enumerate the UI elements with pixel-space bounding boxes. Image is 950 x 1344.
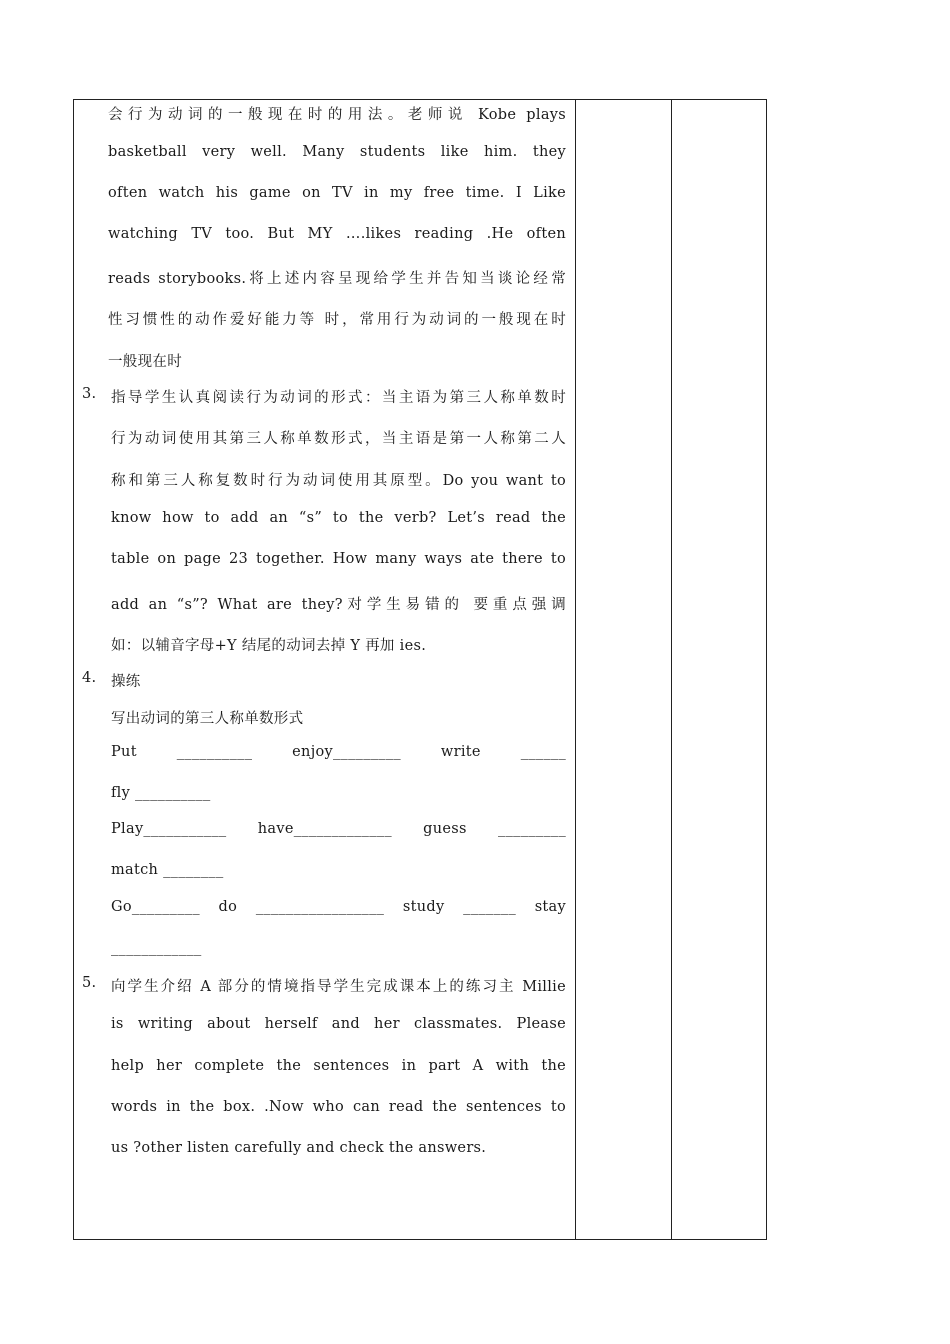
step3-line: know how to add an “s” to the verb? Let’s read the <box>111 510 566 526</box>
step5-line: 向学生介绍 A 部分的情境指导学生完成课本上的练习主 Millie <box>111 979 566 995</box>
step3-line: 如：以辅音字母+Y 结尾的动词去掉 Y 再加 ies. <box>111 638 427 654</box>
step5-line: words in the box. .Now who can read the sentences to <box>111 1099 566 1115</box>
intro-line: 性习惯性的动作爱好能力等 时，常用行为动词的一般现在时 <box>108 312 566 328</box>
exercise-line: Put __________ enjoy_________ write ______ <box>111 744 566 760</box>
step3-line: 行为动词使用其第三人称单数形式，当主语是第一人称第二人 <box>111 431 566 447</box>
step4-subtitle: 写出动词的第三人称单数形式 <box>111 711 304 727</box>
step5-line: is writing about herself and her classmates. Please <box>111 1016 566 1032</box>
step-number: 3. <box>82 386 97 402</box>
step4-title: 操练 <box>111 674 141 690</box>
step3-line: table on page 23 together. How many ways ate there to <box>111 551 566 567</box>
intro-line: reads storybooks.将上述内容呈现给学生并告知当谈论经常 <box>108 271 566 287</box>
intro-line: 会行为动词的一般现在时的用法。老师说 Kobe plays <box>108 107 566 123</box>
step-number: 4. <box>82 670 97 686</box>
exercise-line: fly __________ <box>111 785 211 801</box>
intro-line: 一般现在时 <box>108 354 182 370</box>
step5-line: help her complete the sentences in part A with the <box>111 1058 566 1074</box>
exercise-line: Go_________ do _________________ study _______ stay <box>111 899 566 915</box>
intro-line: watching TV too. But MY ….likes reading .He often <box>108 226 566 242</box>
exercise-line: Play___________ have_____________ guess _________ <box>111 821 566 837</box>
step3-line: add an “s”? What are they?对学生易错的 要重点强调 <box>111 597 566 613</box>
step-number: 5. <box>82 975 97 991</box>
intro-line: basketball very well. Many students like him. they <box>108 144 566 160</box>
step3-line: 称和第三人称复数时行为动词使用其原型。Do you want to <box>111 473 566 489</box>
lesson-table <box>73 99 767 1240</box>
exercise-line: match ________ <box>111 862 224 878</box>
step5-line: us ?other listen carefully and check the answers. <box>111 1140 487 1156</box>
step3-line: 指导学生认真阅读行为动词的形式：当主语为第三人称单数时 <box>111 390 566 406</box>
intro-line: often watch his game on TV in my free time. I Like <box>108 185 566 201</box>
exercise-line: ____________ <box>111 940 202 956</box>
empty-cell-3 <box>672 100 766 1239</box>
empty-cell-2 <box>576 100 671 1239</box>
